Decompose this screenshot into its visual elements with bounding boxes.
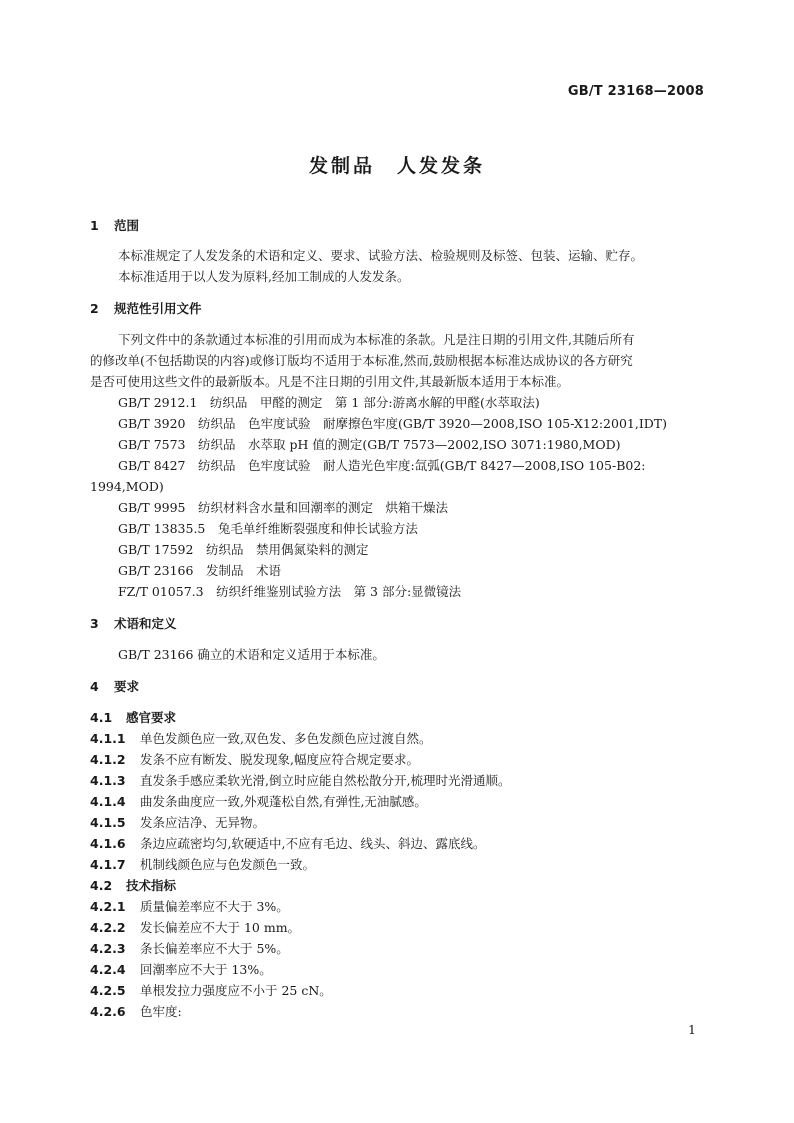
clause-item: 4.2.3 条长偏差率应不大于 5%。 bbox=[90, 941, 289, 956]
section-2-intro-line-3: 是否可使用这些文件的最新版本。凡是不注日期的引用文件,其最新版本适用于本标准。 bbox=[90, 374, 569, 389]
reference-item: GB/T 17592 纺织品 禁用偶氮染料的测定 bbox=[118, 542, 369, 557]
clause-item: 4.2.4 回潮率应不大于 13%。 bbox=[90, 962, 272, 977]
reference-item: GB/T 3920 纺织品 色牢度试验 耐摩擦色牢度(GB/T 3920—2008,ISO 105-X12:2001,IDT) bbox=[118, 416, 668, 431]
section-2-heading: 2 规范性引用文件 bbox=[90, 301, 202, 316]
section-3-heading: 3 术语和定义 bbox=[90, 616, 177, 631]
reference-item: GB/T 2912.1 纺织品 甲醛的测定 第 1 部分:游离水解的甲醛(水萃取法) bbox=[118, 395, 540, 410]
clause-item: 4.1.5 发条应洁净、无异物。 bbox=[90, 815, 266, 830]
page-number: 1 bbox=[688, 1022, 696, 1037]
clause-item: 4.2.6 色牢度: bbox=[90, 1004, 182, 1019]
section-2-intro-line-2: 的修改单(不包括勘误的内容)或修订版均不适用于本标准,然而,鼓励根据本标准达成协议的各方研究 bbox=[90, 353, 633, 368]
reference-item: GB/T 9995 纺织材料含水量和回潮率的测定 烘箱干燥法 bbox=[118, 500, 449, 515]
reference-item: GB/T 8427 纺织品 色牢度试验 耐人造光色牢度:氙弧(GB/T 8427—2008,ISO 105-B02: bbox=[118, 458, 646, 473]
reference-item: GB/T 13835.5 兔毛单纤维断裂强度和伸长试验方法 bbox=[118, 521, 418, 536]
clause-item: 4.2.5 单根发拉力强度应不小于 25 cN。 bbox=[90, 983, 332, 998]
clause-item: 4.1.6 条边应疏密均匀,软硬适中,不应有毛边、线头、斜边、露底线。 bbox=[90, 836, 486, 851]
section-1-para-2: 本标准适用于以人发为原料,经加工制成的人发发条。 bbox=[118, 269, 410, 284]
clause-item: 4.1.3 直发条手感应柔软光滑,倒立时应能自然松散分开,梳理时光滑通顺。 bbox=[90, 773, 511, 788]
section-2-intro-line-1: 下列文件中的条款通过本标准的引用而成为本标准的条款。凡是注日期的引用文件,其随后所有 bbox=[118, 332, 635, 347]
clause-item: 4.1.1 单色发颜色应一致,双色发、多色发颜色应过渡自然。 bbox=[90, 731, 432, 746]
reference-item-continuation: 1994,MOD) bbox=[90, 479, 164, 494]
clause-item: 4.1.2 发条不应有断发、脱发现象,幅度应符合规定要求。 bbox=[90, 752, 419, 767]
reference-item: GB/T 7573 纺织品 水萃取 pH 值的测定(GB/T 7573—2002,ISO 3071:1980,MOD) bbox=[118, 437, 621, 452]
reference-item: FZ/T 01057.3 纺织纤维鉴别试验方法 第 3 部分:显微镜法 bbox=[118, 584, 462, 599]
clause-item: 4.2.2 发长偏差应不大于 10 mm。 bbox=[90, 920, 301, 935]
reference-item: GB/T 23166 发制品 术语 bbox=[118, 563, 281, 578]
standard-code: GB/T 23168—2008 bbox=[567, 84, 704, 99]
clause-item: 4.1.4 曲发条曲度应一致,外观蓬松自然,有弹性,无油腻感。 bbox=[90, 794, 427, 809]
section-4-heading: 4 要求 bbox=[90, 679, 140, 694]
section-3-para-1: GB/T 23166 确立的术语和定义适用于本标准。 bbox=[118, 647, 385, 662]
clause-4-1-heading: 4.1 感官要求 bbox=[90, 710, 177, 725]
clause-item: 4.1.7 机制线颜色应与色发颜色一致。 bbox=[90, 857, 316, 872]
section-1-heading: 1 范围 bbox=[90, 218, 140, 233]
clause-4-2-heading: 4.2 技术指标 bbox=[90, 878, 177, 893]
document-title: 发制品 人发发条 bbox=[308, 155, 485, 177]
section-1-para-1: 本标准规定了人发发条的术语和定义、要求、试验方法、检验规则及标签、包装、运输、贮存。 bbox=[118, 248, 644, 263]
clause-item: 4.2.1 质量偏差率应不大于 3%。 bbox=[90, 899, 289, 914]
